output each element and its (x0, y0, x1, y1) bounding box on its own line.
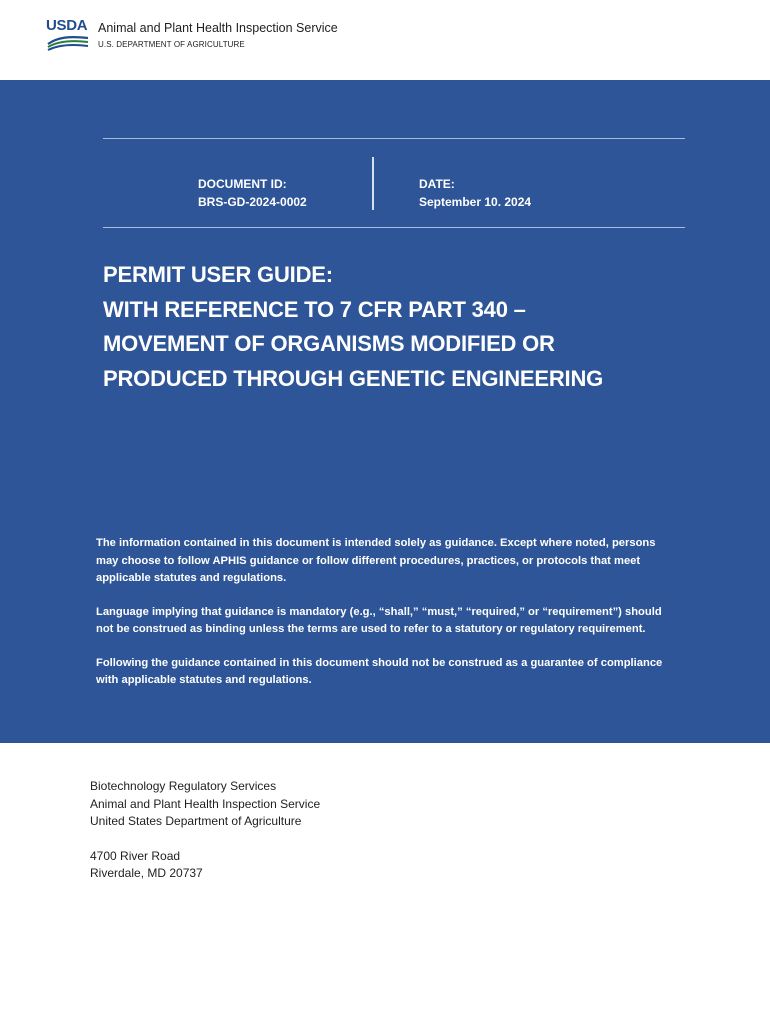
disclaimer-paragraph: The information contained in this document is intended solely as guidance. Except where noted, persons may choose to follow APHIS guidance or follow different procedures, practices, or protocols that meet applicable statutes and regulations. (96, 537, 656, 584)
date-block (419, 175, 531, 211)
title-line: PERMIT USER GUIDE: (103, 262, 333, 287)
city-state-zip: Riverdale, MD 20737 (90, 866, 203, 880)
office-address (90, 778, 320, 883)
usda-logo-text: USDA (46, 17, 88, 34)
street-address: 4700 River Road (90, 848, 181, 863)
usda-logo (46, 18, 90, 52)
title-line: PRODUCED THROUGH GENETIC ENGINEERING (103, 365, 604, 391)
date-label: DATE: (419, 177, 455, 191)
cover-top-rule (103, 138, 685, 139)
office-line: United States Department of Agriculture (90, 814, 302, 828)
document-id-value: BRS-GD-2024-0002 (198, 195, 307, 209)
address-spacer (90, 831, 320, 848)
title-line: WITH REFERENCE TO 7 CFR PART 340 – (103, 296, 526, 322)
meta-divider (372, 157, 374, 210)
disclaimer-paragraph: Following the guidance contained in this document should not be construed as a guarantee of compliance with applicable statutes and regulations. (96, 656, 663, 686)
document-id-block (198, 175, 307, 211)
disclaimer-section (96, 535, 676, 706)
office-line: Animal and Plant Health Inspection Service (90, 796, 321, 811)
disclaimer-paragraph: Language implying that guidance is mandatory (e.g., “shall,” “must,” “required,” or “requirement”) should not be construed as binding unless the terms are used to refer to a statutory or regulatory requirement. (96, 605, 662, 635)
cover-panel (0, 80, 770, 743)
date-value: September 10. 2024 (419, 195, 532, 209)
cover-bottom-rule (103, 227, 685, 228)
title-line: MOVEMENT OF ORGANISMS MODIFIED OR (103, 331, 555, 356)
office-line: Biotechnology Regulatory Services (90, 779, 277, 793)
agency-name: Animal and Plant Health Inspection Service (98, 21, 338, 35)
usda-landscape-icon (46, 18, 90, 52)
page-header (46, 18, 366, 54)
document-title (103, 258, 743, 396)
document-id-label: DOCUMENT ID: (198, 177, 287, 191)
department-name: U.S. DEPARTMENT OF AGRICULTURE (98, 40, 245, 49)
